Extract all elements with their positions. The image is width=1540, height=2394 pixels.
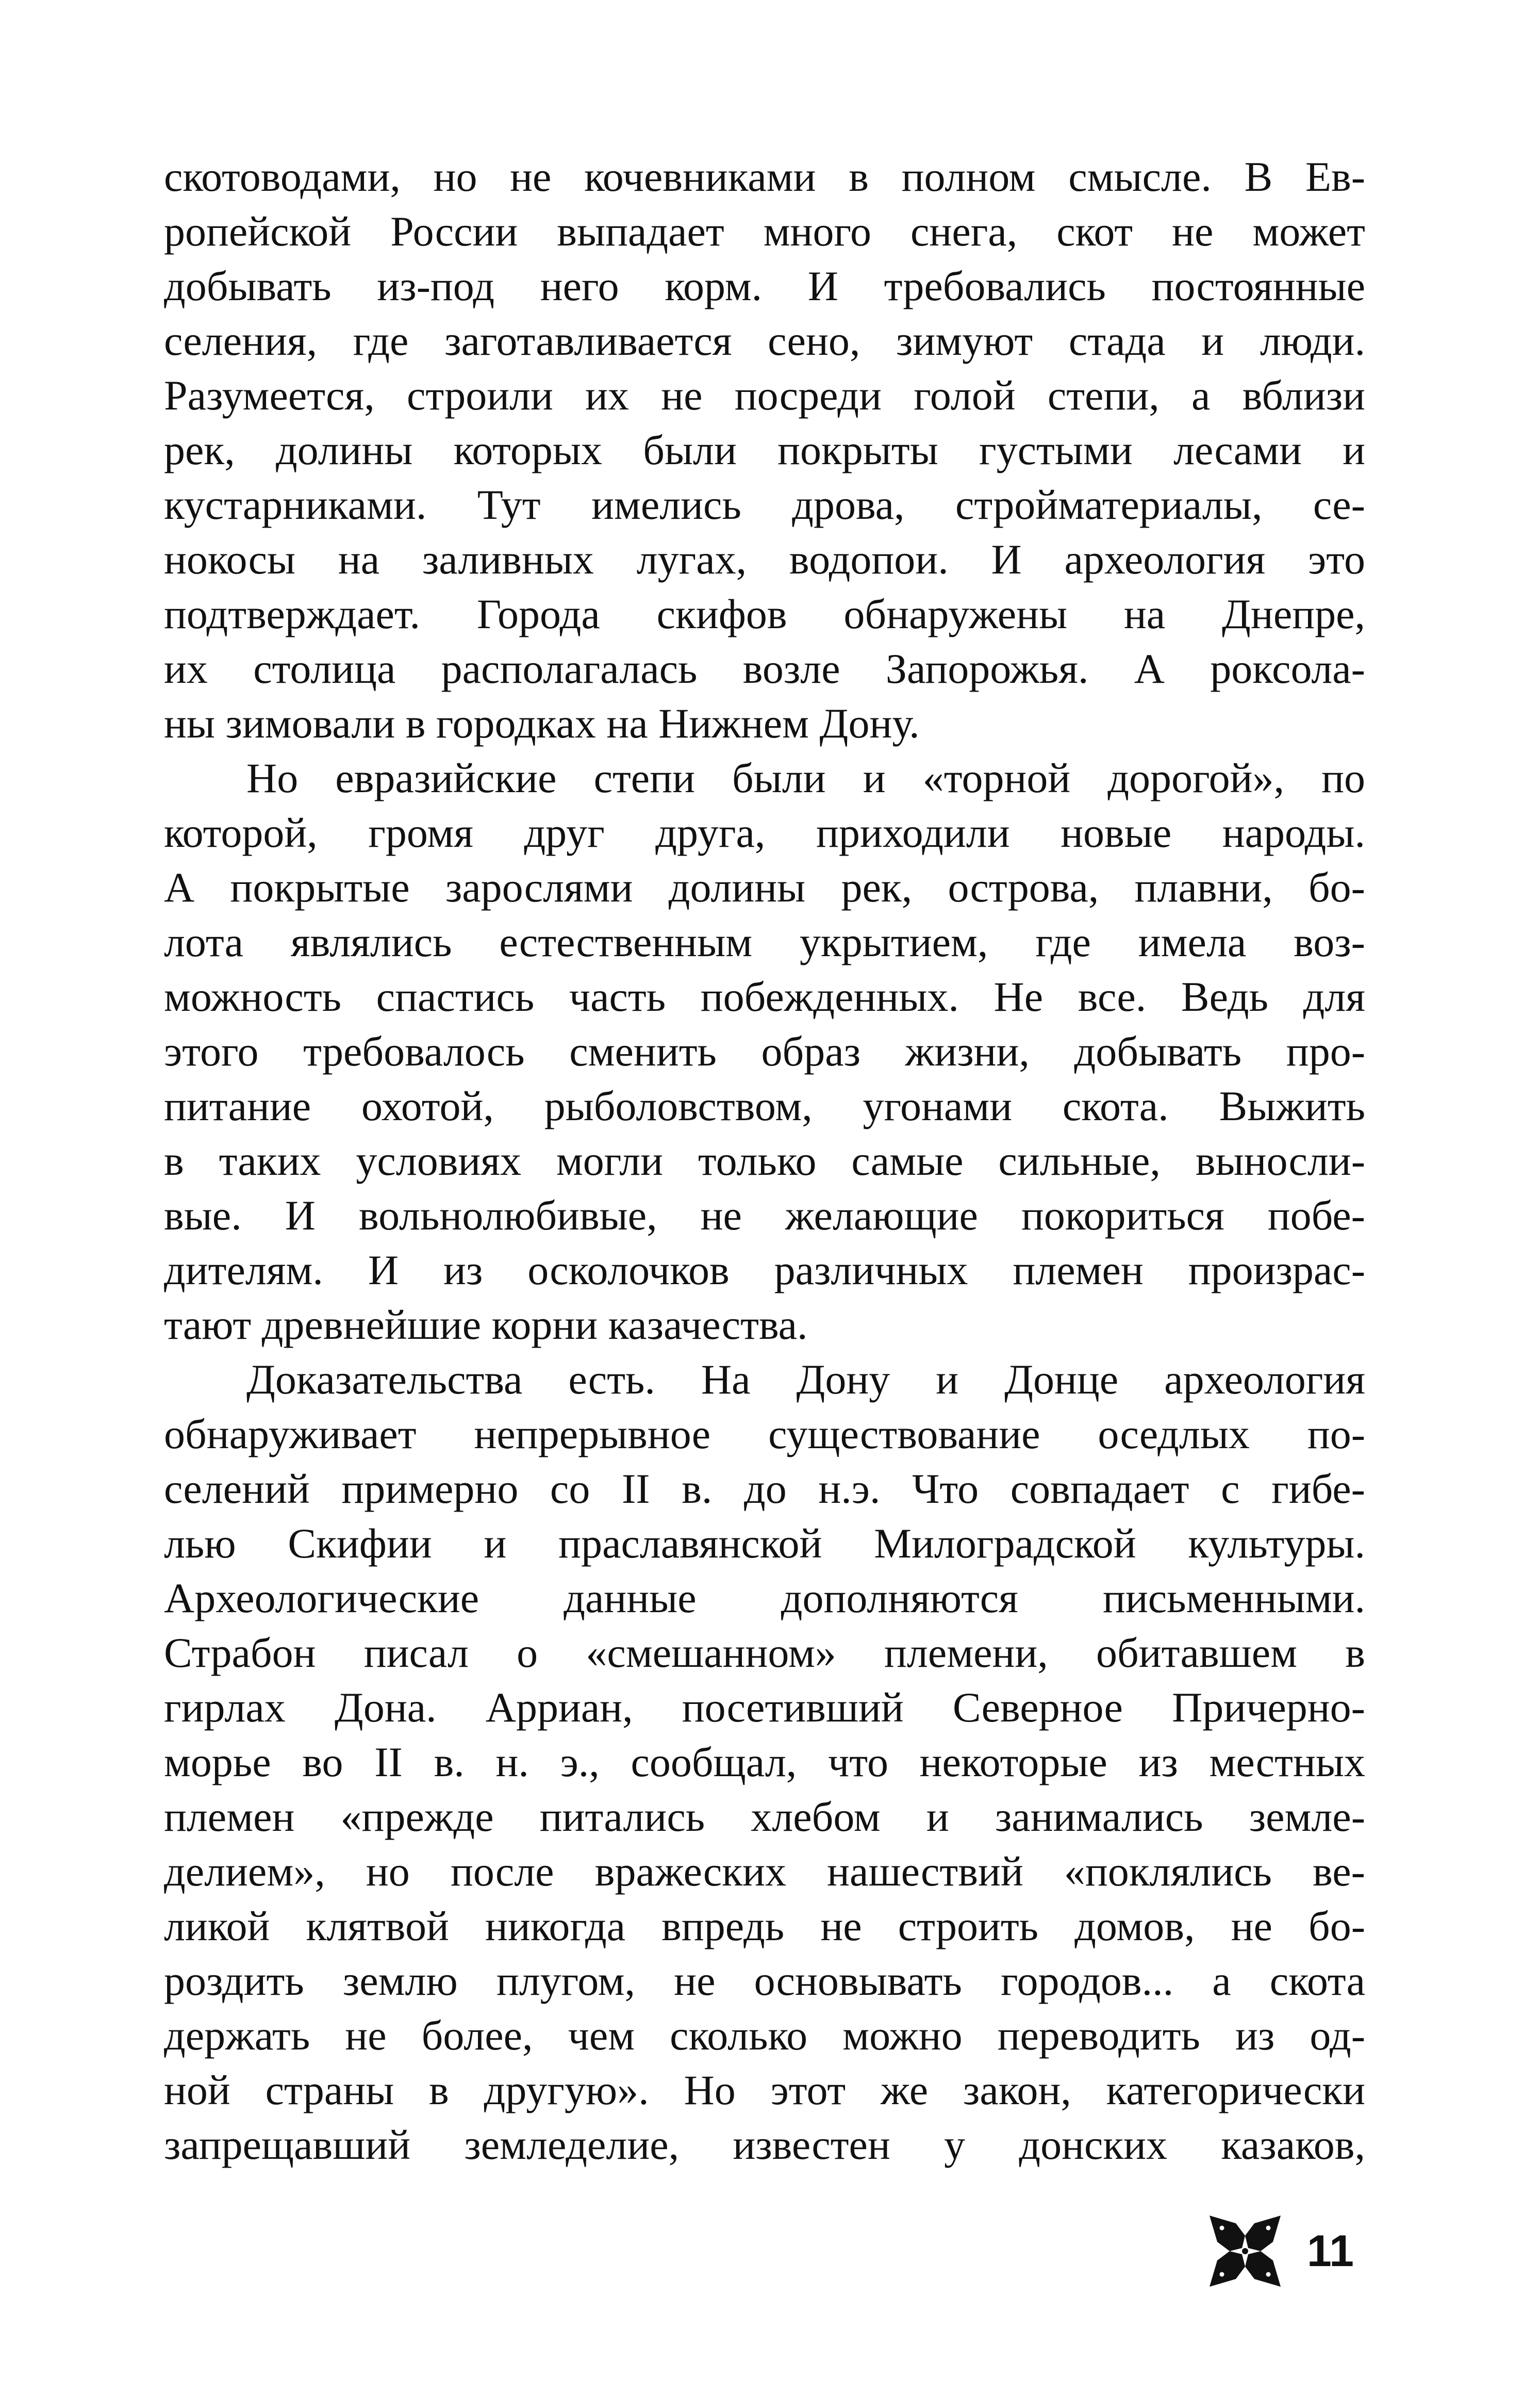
text-line: ной страны в другую». Но этот же закон, категорически (164, 2067, 1365, 2113)
text-line: селений примерно со II в. до н.э. Что совпадает с гибе- (164, 1465, 1365, 1512)
text-line: Страбон писал о «смешанном» племени, обитавшем в (164, 1629, 1365, 1676)
text-line: Доказательства есть. На Дону и Донце археология (246, 1356, 1365, 1403)
text-line: подтверждает. Города скифов обнаружены на Днепре, (164, 591, 1365, 637)
text-line: Разумеется, строили их не посреди голой степи, а вблизи (164, 372, 1365, 419)
text-line: А покрытые зарослями долины рек, острова, плавни, бо- (164, 864, 1365, 911)
text-line: в таких условиях могли только самые сильные, выносли- (164, 1137, 1365, 1184)
text-line: добывать из-под него корм. И требовались постоянные (164, 263, 1365, 309)
text-line: селения, где заготавливается сено, зимуют стада и люди. (164, 317, 1365, 364)
text-line: Но евразийские степи были и «торной дорогой», по (246, 755, 1365, 801)
text-line: племен «прежде питались хлебом и занимались земле- (164, 1793, 1365, 1840)
text-line: ропейской России выпадает много снега, скот не может (164, 208, 1365, 255)
text-line: морье во II в. н. э., сообщал, что некоторые из местных (164, 1739, 1365, 1785)
text-line: обнаруживает непрерывное существование оседлых по- (164, 1411, 1365, 1457)
text-line: держать не более, чем сколько можно переводить из од- (164, 2012, 1365, 2059)
text-line: ликой клятвой никогда впредь не строить домов, не бо- (164, 1903, 1365, 1949)
text-line: кустарниками. Тут имелись дрова, стройматериалы, се- (164, 481, 1365, 528)
text-line: дителям. И из осколочков различных племен произрас- (164, 1247, 1365, 1293)
text-line: скотоводами, но не кочевниками в полном смысле. В Ев- (164, 153, 1365, 200)
text-line: лью Скифии и праславянской Милоградской культуры. (164, 1520, 1365, 1567)
text-line: роздить землю плугом, не основывать городов... а скота (164, 1957, 1365, 2004)
page-footer (1206, 2207, 1371, 2295)
page-number: 11 (1307, 2226, 1354, 2276)
text-line: Археологические данные дополняются письменными. (164, 1575, 1365, 1621)
text-line: тают древнейшие корни казачества. (164, 1301, 808, 1348)
text-line: делием», но после вражеских нашествий «поклялись ве- (164, 1848, 1365, 1895)
text-line: этого требовалось сменить образ жизни, добывать про- (164, 1028, 1365, 1075)
text-line: гирлах Дона. Арриан, посетивший Северное Причерно- (164, 1684, 1365, 1731)
star-ornament-icon (1206, 2212, 1284, 2290)
text-line: которой, громя друг друга, приходили новые народы. (164, 809, 1365, 856)
text-line: питание охотой, рыболовством, угонами скота. Выжить (164, 1083, 1365, 1129)
body-text (164, 150, 1365, 2172)
text-line: рек, долины которых были покрыты густыми лесами и (164, 427, 1365, 473)
text-line: вые. И вольнолюбивые, не желающие покориться побе- (164, 1192, 1365, 1239)
text-line: ны зимовали в городках на Нижнем Дону. (164, 700, 920, 747)
text-line: их столица располагалась возле Запорожья. А роксола- (164, 645, 1365, 692)
text-line: лота являлись естественным укрытием, где имела воз- (164, 919, 1365, 965)
text-line: запрещавший земледелие, известен у донских казаков, (164, 2121, 1365, 2168)
text-line: нокосы на заливных лугах, водопои. И археология это (164, 536, 1365, 583)
text-line: можность спастись часть побежденных. Не все. Ведь для (164, 973, 1365, 1020)
